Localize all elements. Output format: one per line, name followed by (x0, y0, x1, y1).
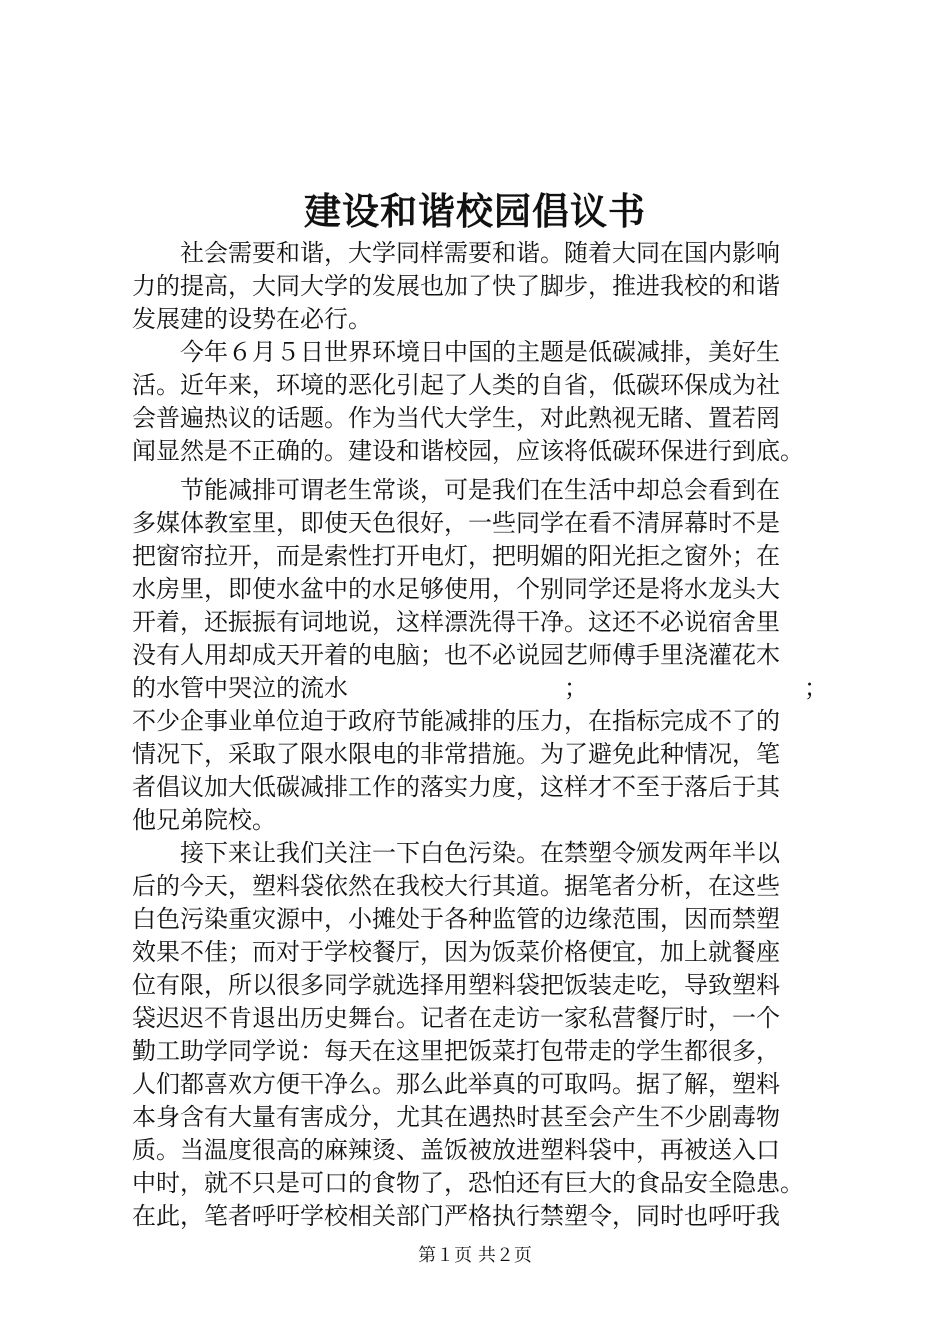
text-segment: 的水管中哭泣的流水 (132, 674, 348, 702)
text-line: 发展建的设势在必行。 (132, 305, 372, 333)
text-line: 把窗帘拉开，而是索性打开电灯，把明媚的阳光拒之窗外；在 (132, 542, 780, 570)
text-line: 勤工助学同学说：每天在这里把饭菜打包带走的学生都很多， (132, 1037, 780, 1065)
text-line: 他兄弟院校。 (132, 806, 276, 834)
text-segment: ； (564, 674, 588, 702)
text-line: 没有人用却成天开着的电脑；也不必说园艺师傅手里浇灌花木 (132, 641, 780, 669)
page-number: 第１页 共２页 (418, 1245, 532, 1266)
text-line-split (132, 671, 828, 705)
document-title: 建设和谐校园倡议书 (304, 189, 646, 233)
text-line: 在此，笔者呼吁学校相关部门严格执行禁塑令，同时也呼吁我 (132, 1202, 780, 1230)
text-line: 不少企事业单位迫于政府节能减排的压力，在指标完成不了的 (132, 707, 780, 735)
text-line: 质。当温度很高的麻辣烫、盖饭被放进塑料袋中，再被送入口 (132, 1136, 780, 1164)
text-line: 效果不佳；而对于学校餐厅，因为饭菜价格便宜，加上就餐座 (132, 938, 780, 966)
text-line: 力的提高，大同大学的发展也加了快了脚步，推进我校的和谐 (132, 272, 780, 300)
text-line: 后的今天，塑料袋依然在我校大行其道。据笔者分析，在这些 (132, 872, 780, 900)
text-line: 白色污染重灾源中，小摊处于各种监管的边缘范围，因而禁塑 (132, 905, 780, 933)
text-segment: ； (804, 674, 828, 702)
text-line: 开着，还振振有词地说，这样漂洗得干净。这还不必说宿舍里 (132, 608, 780, 636)
text-line: 袋迟迟不肯退出历史舞台。记者在走访一家私营餐厅时，一个 (132, 1004, 780, 1032)
text-line: 多媒体教室里，即使天色很好，一些同学在看不清屏幕时不是 (132, 509, 780, 537)
text-line: 位有限，所以很多同学就选择用塑料袋把饭装走吃，导致塑料 (132, 971, 780, 999)
text-line: 本身含有大量有害成分，尤其在遇热时甚至会产生不少剧毒物 (132, 1103, 780, 1131)
text-line: 水房里，即使水盆中的水足够使用，个别同学还是将水龙头大 (132, 575, 780, 603)
text-line: 社会需要和谐，大学同样需要和谐。随着大同在国内影响 (180, 239, 780, 267)
text-line: 人们都喜欢方便干净么。那么此举真的可取吗。据了解，塑料 (132, 1070, 780, 1098)
text-line: 会普遍热议的话题。作为当代大学生，对此熟视无睹、置若罔 (132, 404, 780, 432)
text-line: 中时，就不只是可口的食物了，恐怕还有巨大的食品安全隐患。 (132, 1169, 804, 1197)
text-line: 今年６月５日世界环境日中国的主题是低碳减排，美好生 (180, 338, 780, 366)
text-line: 节能减排可谓老生常谈，可是我们在生活中却总会看到在 (180, 476, 780, 504)
text-line: 活。近年来，环境的恶化引起了人类的自省，低碳环保成为社 (132, 371, 780, 399)
text-line: 情况下，采取了限水限电的非常措施。为了避免此种情况，笔 (132, 740, 780, 768)
text-line: 闻显然是不正确的。建设和谐校园，应该将低碳环保进行到底。 (132, 437, 804, 465)
text-line: 者倡议加大低碳减排工作的落实力度，这样才不至于落后于其 (132, 773, 780, 801)
text-line: 接下来让我们关注一下白色污染。在禁塑令颁发两年半以 (180, 839, 780, 867)
